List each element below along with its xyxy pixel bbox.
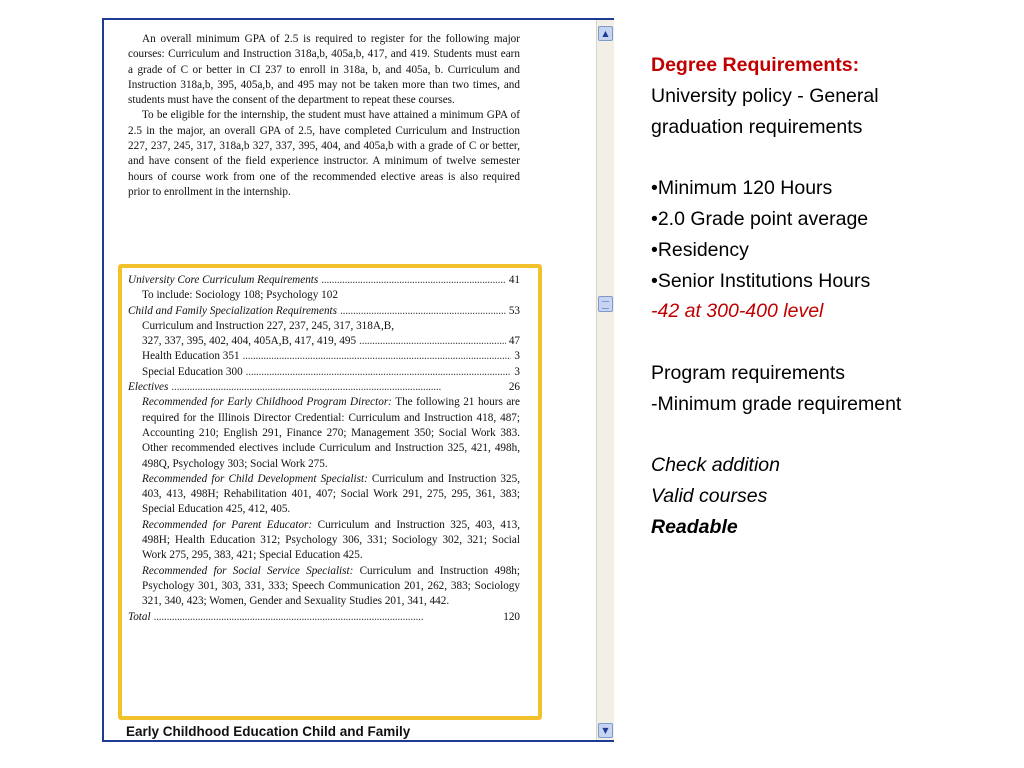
spacer bbox=[651, 142, 1011, 173]
requirements-panel bbox=[651, 50, 1011, 543]
vertical-scrollbar[interactable] bbox=[596, 20, 614, 740]
bullet-item: •2.0 Grade point average bbox=[651, 207, 869, 230]
bullet-item: •Senior Institutions Hours bbox=[651, 269, 871, 292]
rec-director-text: The following 21 hours are required for the Illinois Director Credential: Curriculum and Instruction 418, 487; Accounting 210; English 291, Finance 270; Management 350; Social Work 383. Other recommended electives include Curriculum and Instruction 325, 421, 498h, 498Q, Psychology 303; Social Work 275. bbox=[142, 396, 520, 470]
ci-courses-label: 327, 337, 395, 402, 404, 405A,B, 417, 419, 495 bbox=[142, 335, 357, 348]
rec-specialist-paragraph bbox=[128, 472, 520, 518]
health-education-row bbox=[128, 349, 520, 364]
document-screenshot bbox=[102, 18, 614, 742]
core-hours: 41 bbox=[508, 274, 520, 286]
program-requirements-title: Program requirements bbox=[651, 361, 845, 384]
check-addition-line: Check addition bbox=[651, 454, 780, 477]
health-education-label: Health Education 351 bbox=[142, 350, 240, 363]
core-label: University Core Curriculum Requirements bbox=[128, 274, 319, 286]
ci-courses-hours: 47 bbox=[508, 335, 520, 348]
curriculum-list bbox=[128, 273, 520, 625]
rec-parent-paragraph bbox=[128, 518, 520, 564]
specialization-row bbox=[128, 304, 520, 319]
rec-director-paragraph bbox=[128, 395, 520, 471]
special-education-hours: 3 bbox=[514, 365, 520, 378]
leader-dots bbox=[246, 365, 512, 380]
intro-paragraph-internship: To be eligible for the internship, the student must have attained a minimum GPA of 2.5 in the major, an overall GPA of 2.5, have completed Curriculum and Instruction 227, 237, 245, 317, 318a,b 327, 337, 395, 404, and 405a,b with a grade of C or better, and have consent of the field experience instructor. A minimum of twelve semester hours of course work from one of the recommended elective areas is also required prior to enrollment in the internship. bbox=[128, 109, 520, 198]
electives-hours: 26 bbox=[508, 381, 520, 394]
core-include-note: To include: Sociology 108; Psychology 102 bbox=[142, 289, 338, 302]
health-education-hours: 3 bbox=[514, 350, 520, 363]
upper-level-note: -42 at 300-400 level bbox=[651, 300, 824, 323]
rec-parent-title: Recommended for Parent Educator: bbox=[142, 518, 313, 531]
spacer bbox=[651, 420, 1011, 451]
leader-dots bbox=[154, 610, 501, 625]
core-requirements-row bbox=[128, 273, 520, 288]
valid-courses-line: Valid courses bbox=[651, 485, 768, 508]
leader-dots bbox=[340, 304, 506, 319]
program-heading: Early Childhood Education Child and Family bbox=[126, 724, 411, 739]
leader-dots bbox=[321, 273, 506, 288]
specialization-hours: 53 bbox=[508, 304, 520, 317]
rec-specialist-title: Recommended for Child Development Specialist: bbox=[142, 472, 368, 485]
rec-parent-text: Curriculum and Instruction 325, 403, 413, 498H; Health Education 312; Psychology 306, 331; Sociology 302, 321; Social Work 275, 295, 383, 421; Special Education 425. bbox=[142, 518, 520, 562]
scrollbar-thumb[interactable] bbox=[598, 296, 613, 312]
chevron-down-icon[interactable]: ▼ bbox=[598, 723, 613, 738]
chevron-up-icon[interactable]: ▲ bbox=[598, 26, 613, 41]
rec-specialist-text: Curriculum and Instruction 325, 403, 413, 498H; Rehabilitation 401, 407; Social Work 291, 275, 295, 361, 383; Special Education 425, 412, 405. bbox=[142, 472, 520, 516]
rec-social-paragraph bbox=[128, 564, 520, 610]
rec-social-text: Curriculum and Instruction 498h; Psychology 301, 303, 331, 333; Speech Communication 201, 262, 383; Sociology 321, 340, 423; Women, Gender and Sexuality Studies 201, 341, 442. bbox=[142, 564, 520, 608]
graduation-requirements-line: graduation requirements bbox=[651, 115, 863, 138]
intro-paragraph-gpa: An overall minimum GPA of 2.5 is required to register for the following major courses: Curriculum and Instruction 318a,b, 405a,b, 417, and 419. Students must earn a grade of C or better in CI 237 to enroll in 318a, b, and 405a, b. Curriculum and Instruction 318a,b, 395, 405a,b, and 495 may not be taken more than two times, and students must have the consent of the department to repeat these courses. bbox=[128, 33, 520, 107]
ci-courses-row bbox=[128, 334, 520, 349]
special-education-label: Special Education 300 bbox=[142, 365, 243, 378]
bullet-item: •Minimum 120 Hours bbox=[651, 177, 833, 200]
specialization-label: Child and Family Specialization Requirements bbox=[128, 304, 338, 317]
readable-line: Readable bbox=[651, 515, 738, 538]
university-policy-line: University policy - General bbox=[651, 84, 879, 107]
leader-dots bbox=[359, 334, 506, 349]
electives-label: Electives bbox=[128, 381, 169, 394]
spacer bbox=[651, 327, 1011, 358]
electives-row bbox=[128, 380, 520, 395]
total-hours: 120 bbox=[503, 610, 520, 623]
ci-courses-line: Curriculum and Instruction 227, 237, 245, 317, 318A,B, bbox=[142, 319, 395, 332]
rec-social-title: Recommended for Social Service Specialist: bbox=[142, 564, 354, 577]
intro-text bbox=[128, 32, 520, 200]
leader-dots bbox=[243, 349, 512, 364]
rec-director-title: Recommended for Early Childhood Program Director: bbox=[142, 396, 392, 409]
special-education-row bbox=[128, 365, 520, 380]
total-row bbox=[128, 610, 520, 625]
bullet-item: •Residency bbox=[651, 238, 749, 261]
total-label: Total bbox=[128, 610, 151, 623]
degree-requirements-title: Degree Requirements: bbox=[651, 54, 860, 76]
document-page bbox=[104, 20, 596, 740]
minimum-grade-line: -Minimum grade requirement bbox=[651, 392, 902, 415]
leader-dots bbox=[171, 380, 505, 395]
